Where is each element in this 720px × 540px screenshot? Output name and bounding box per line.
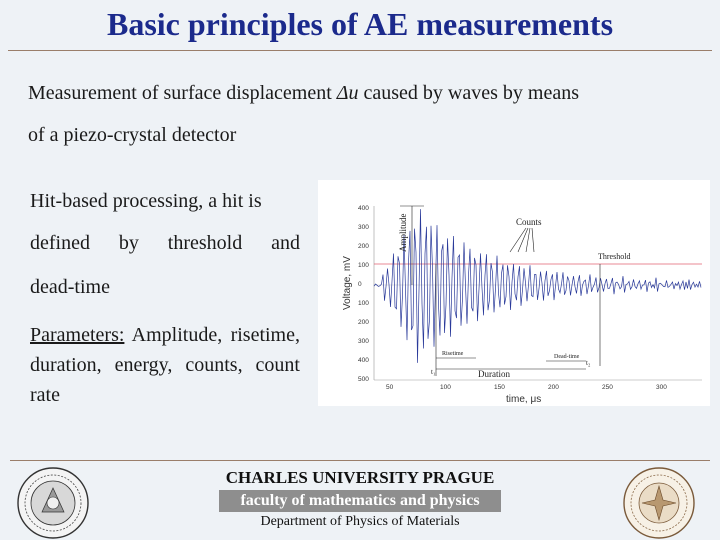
faculty-banner: faculty of mathematics and physics (219, 490, 501, 512)
ae-signal-svg (318, 180, 710, 406)
risetime-label: Risetime (442, 351, 464, 357)
parameters-paragraph (30, 320, 300, 410)
parameters-list: Amplitude, risetime, duration, energy, counts, count rate (30, 324, 300, 406)
counts-pointer-4 (532, 228, 534, 252)
figure-xlabel: time, μs (506, 394, 542, 405)
y-tick-label: 400 (358, 205, 369, 212)
university-seal-left-icon (16, 466, 90, 540)
y-tick-labels (358, 205, 369, 383)
footer-divider (10, 460, 710, 461)
amplitude-label: Amplitude (398, 213, 408, 252)
parameters-label: Parameters: (30, 324, 125, 346)
x-tick-labels (386, 384, 667, 391)
deadtime-label: Dead-time (554, 354, 580, 360)
x-tick-label: 50 (386, 384, 394, 391)
intro-text-after: caused by waves by means (358, 82, 580, 104)
y-tick-label: 400 (358, 357, 369, 364)
delta-u-symbol: Δu (336, 82, 359, 104)
hit-line-3: dead-time (30, 276, 110, 298)
faculty-seal-right-icon (622, 466, 696, 540)
x-tick-label: 300 (656, 384, 667, 391)
intro-line-2: of a piezo-crystal detector (28, 124, 237, 146)
x-tick-label: 100 (440, 384, 451, 391)
figure-ylabel: Voltage, mV (342, 256, 353, 310)
x-tick-label: 150 (494, 384, 505, 391)
department-name: Department of Physics of Materials (260, 514, 460, 529)
x-tick-label: 250 (602, 384, 613, 391)
duration-label: Duration (478, 369, 510, 379)
t1-label: t₁ (431, 368, 436, 376)
y-tick-label: 500 (358, 376, 369, 383)
y-tick-label: 200 (358, 243, 369, 250)
y-tick-label: 100 (358, 262, 369, 269)
hit-line-1: Hit-based processing, a hit is (30, 190, 262, 212)
intro-line-1 (28, 82, 579, 104)
counts-pointer-1 (510, 228, 526, 252)
intro-text-before: Measurement of surface displacement (28, 82, 337, 104)
counts-label: Counts (516, 217, 542, 227)
title-divider (8, 50, 712, 51)
y-tick-label: 300 (358, 338, 369, 345)
slide-title: Basic principles of AE measurements (106, 6, 614, 42)
ae-signal-figure (318, 180, 710, 406)
y-tick-label: 200 (358, 319, 369, 326)
threshold-label: Threshold (598, 252, 631, 261)
t2-label: t₂ (586, 359, 591, 367)
x-tick-label: 200 (548, 384, 559, 391)
y-tick-label: 100 (358, 300, 369, 307)
y-tick-label: 300 (358, 224, 369, 231)
hit-line-2: defined by threshold and (30, 232, 300, 254)
y-tick-label: 0 (358, 281, 362, 288)
ae-waveform (374, 209, 701, 363)
university-name: CHARLES UNIVERSITY PRAGUE (225, 468, 495, 487)
